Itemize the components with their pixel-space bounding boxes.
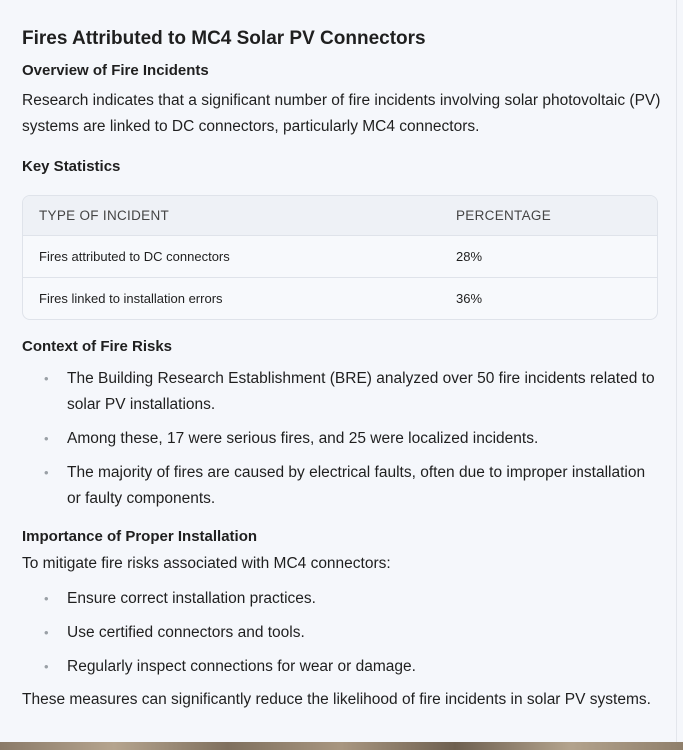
content xyxy=(22,26,662,708)
column-header-type: TYPE OF INCIDENT xyxy=(23,196,440,236)
stats-table xyxy=(22,195,658,320)
context-list xyxy=(22,366,662,520)
installation-heading: Importance of Proper Installation xyxy=(22,528,258,545)
table-header-row xyxy=(23,196,657,236)
context-heading: Context of Fire Risks xyxy=(22,338,173,355)
list-item: • Regularly inspect connections for wear or damage. xyxy=(22,654,662,680)
cell-percentage: 28% xyxy=(440,236,657,278)
overview-heading: Overview of Fire Incidents xyxy=(22,62,209,79)
cell-type: Fires attributed to DC connectors xyxy=(23,236,440,278)
table-row xyxy=(23,278,657,320)
bullet-icon: • xyxy=(44,431,49,446)
bullet-icon: • xyxy=(44,465,49,480)
column-header-percentage: PERCENTAGE xyxy=(440,196,657,236)
cell-percentage: 36% xyxy=(456,291,483,306)
bullet-icon: • xyxy=(44,371,49,386)
bullet-icon: • xyxy=(44,659,49,674)
list-item: • The majority of fires are caused by electrical faults, often due to improper installation or faulty components. xyxy=(22,460,662,512)
list-item: • Ensure correct installation practices. xyxy=(22,586,662,612)
page-title: Fires Attributed to MC4 Solar PV Connectors xyxy=(22,28,426,49)
table-row xyxy=(23,236,657,278)
closing-text: These measures can significantly reduce the likelihood of fire incidents in solar PV systems. xyxy=(22,691,651,708)
stats-heading: Key Statistics xyxy=(22,158,121,175)
installation-list xyxy=(22,586,662,688)
bullet-icon: • xyxy=(44,591,49,606)
installation-intro: To mitigate fire risks associated with MC4 connectors: xyxy=(22,555,391,572)
overview-text: Research indicates that a significant number of fire incidents involving solar photovoltaic (PV) systems are linked to DC connectors, particularly MC4 connectors. xyxy=(22,92,661,135)
list-item: • Among these, 17 were serious fires, and 25 were localized incidents. xyxy=(22,426,662,452)
bullet-icon: • xyxy=(44,625,49,640)
background-image-strip xyxy=(0,742,683,750)
list-item: • Use certified connectors and tools. xyxy=(22,620,662,646)
list-item: • The Building Research Establishment (BRE) analyzed over 50 fire incidents related to solar PV installations. xyxy=(22,366,662,418)
cell-type: Fires linked to installation errors xyxy=(39,291,223,306)
